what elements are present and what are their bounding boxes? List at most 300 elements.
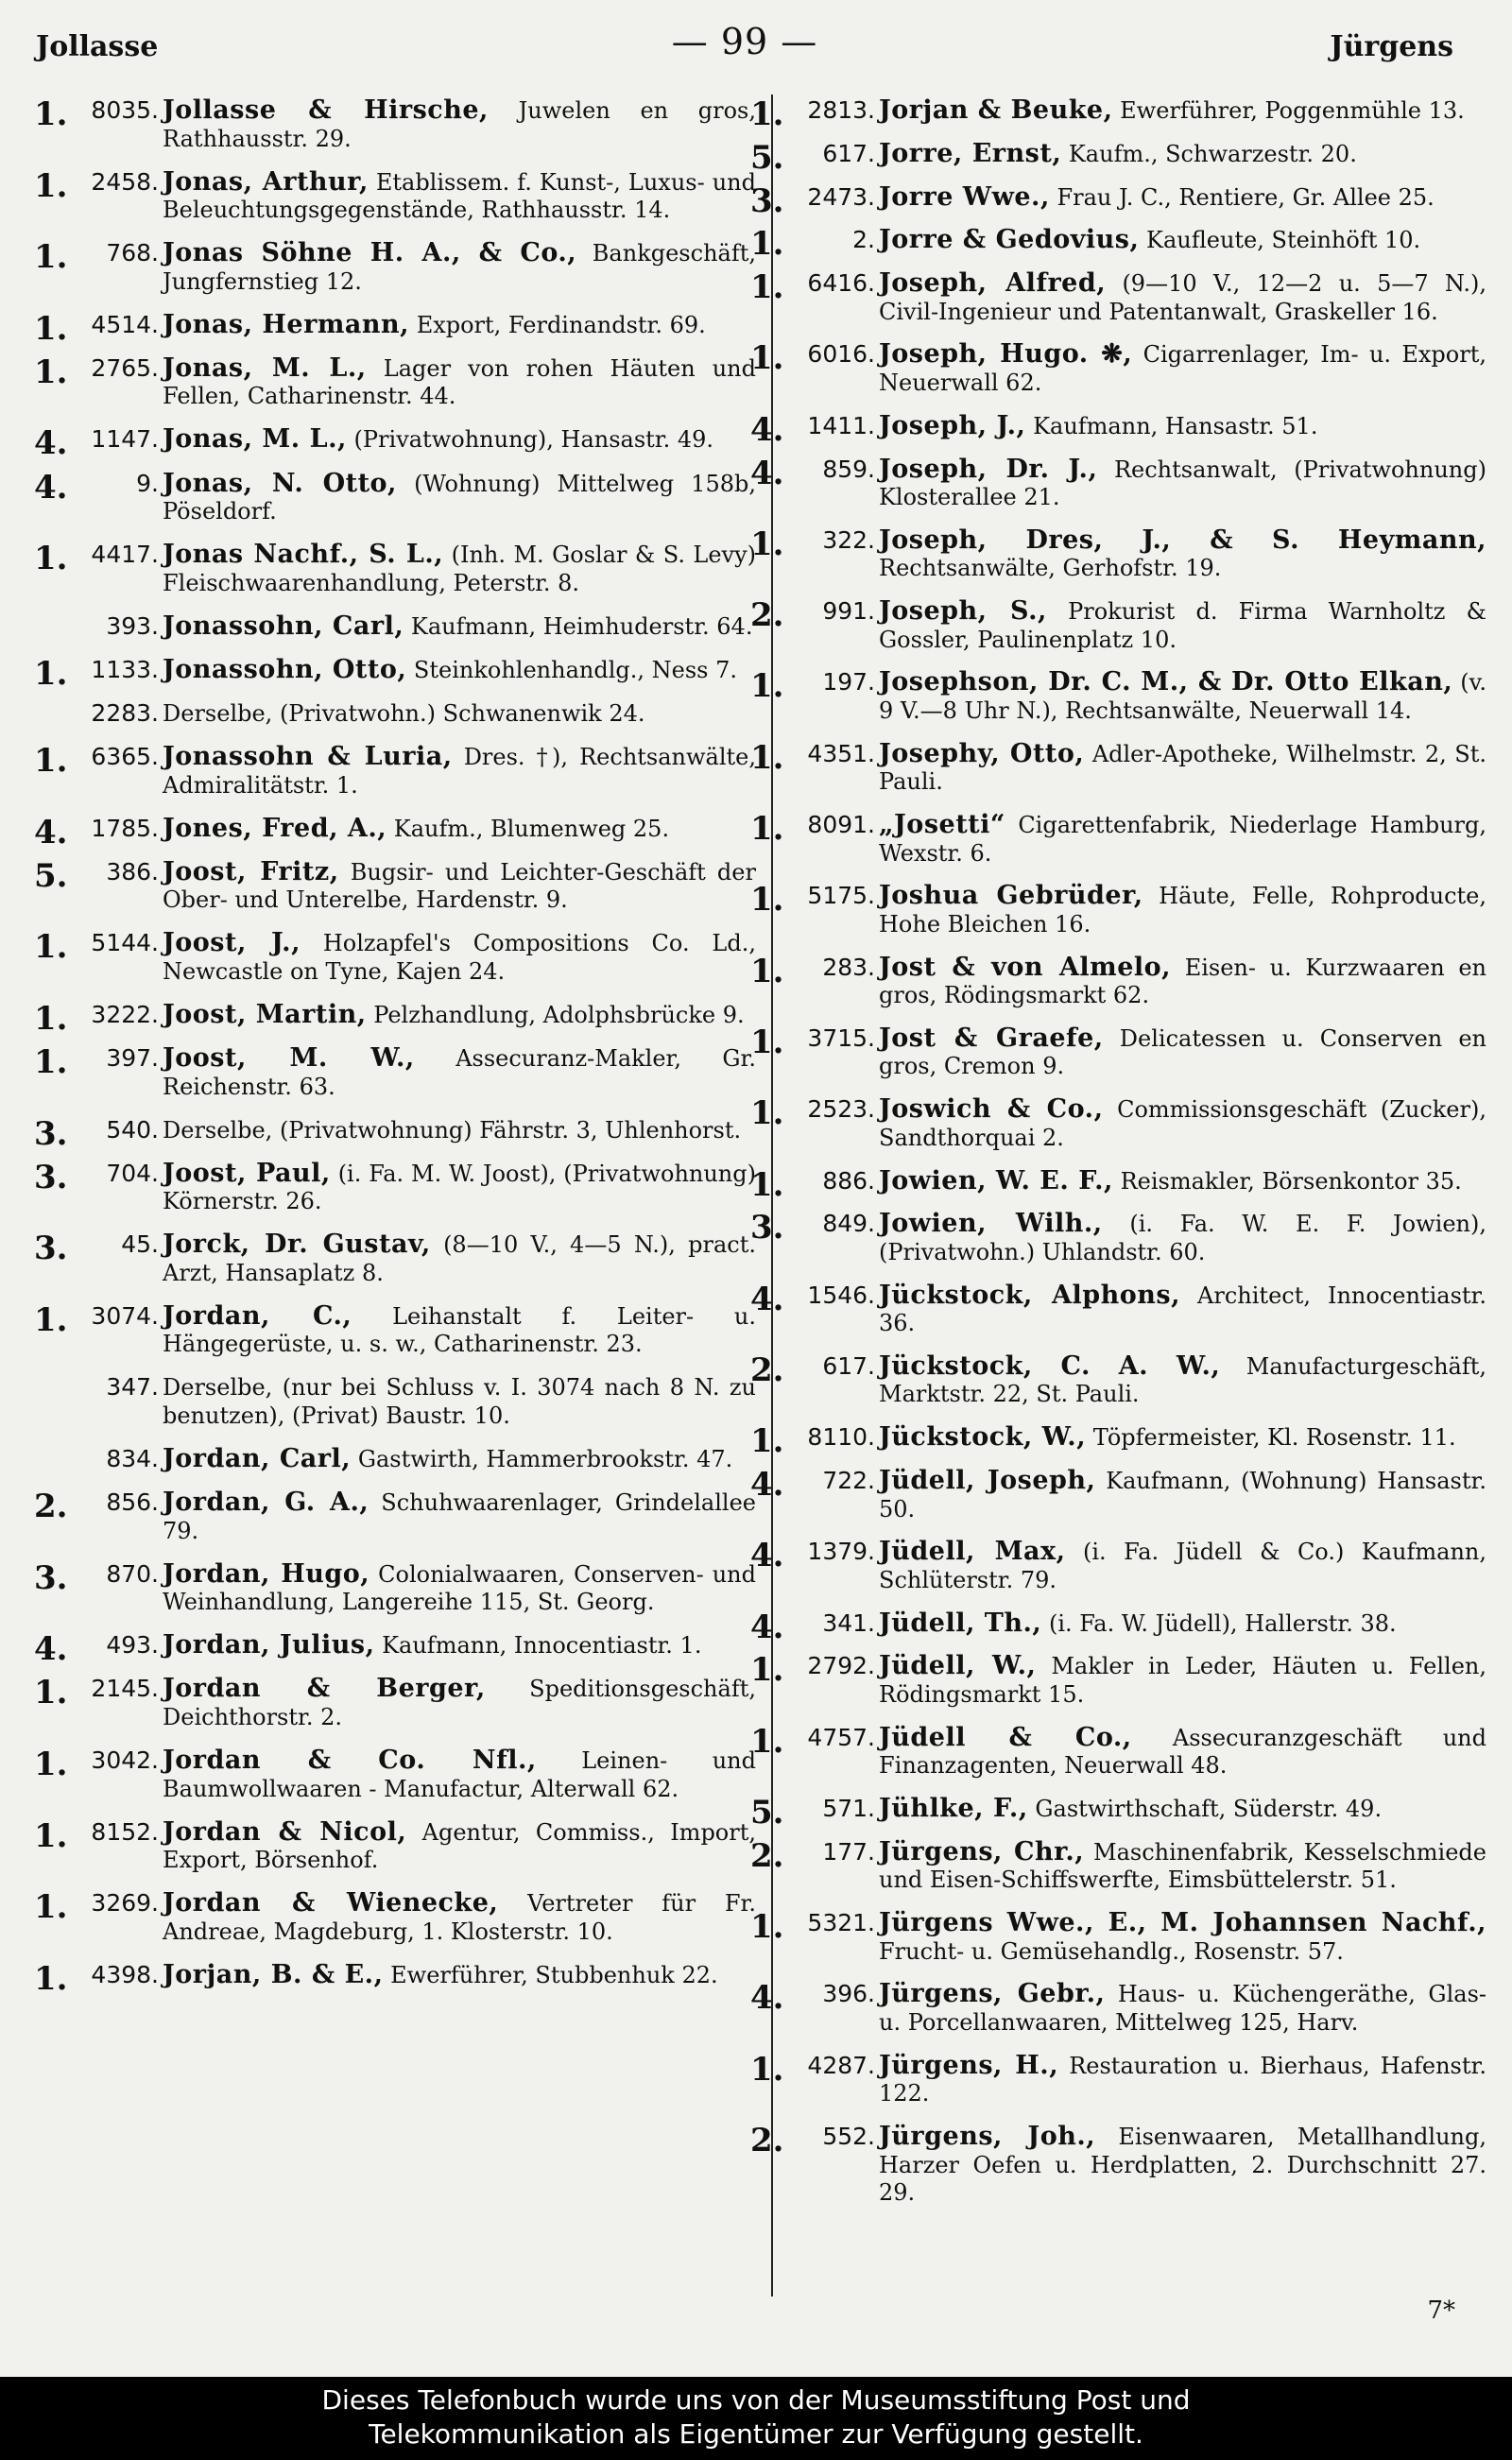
subscriber-details: Restauration u. Bierhaus, Hafenstr. 122. (879, 2052, 1486, 2107)
subscriber-name: Jürgens, Joh., (879, 2122, 1096, 2151)
phone-number: 870. (106, 1559, 159, 1588)
subscriber-details: Holzapfel's Compositions Co. Ld., Newcastle on Tyne, Kajen 24. (163, 930, 756, 985)
subscriber-name: Jorjan, B. & E., (163, 1959, 384, 1989)
subscriber-details: Töpfermeister, Kl. Rosenstr. 11. (1092, 1424, 1456, 1452)
directory-entry (28, 1746, 756, 1803)
subscriber-details: Häute, Felle, Rohproducte, Hohe Bleichen 16. (879, 883, 1486, 938)
entry-body (879, 597, 1486, 654)
directory-entry (745, 597, 1486, 654)
entry-body (879, 1024, 1486, 1081)
subscriber-details: Commissionsgeschäft (Zucker), Sandthorquai 2. (879, 1096, 1486, 1151)
exchange-number: 1. (34, 540, 68, 578)
subscriber-name: Jordan, G. A., (163, 1488, 369, 1518)
phone-number: 8110. (807, 1423, 875, 1452)
phone-number: 5321. (807, 1909, 875, 1937)
exchange-number: 3. (34, 1114, 68, 1153)
entry-body (879, 1909, 1486, 1966)
subscriber-name: Jonassohn, Otto, (163, 654, 407, 684)
subscriber-details: Assecuranzgeschäft und Finanzagenten, Neuerwall 48. (879, 1724, 1486, 1780)
subscriber-name: Joseph, Dres, J., & S. Heymann, (879, 525, 1486, 555)
directory-entry (745, 1165, 1486, 1204)
phone-number: 552. (822, 2123, 875, 2150)
subscriber-name: Jordan & Nicol, (163, 1816, 407, 1847)
subscriber-details: Bankgeschäft, Jungfernstieg 12. (163, 240, 756, 295)
subscriber-name: Jonas Söhne H. A., & Co., (163, 238, 577, 268)
subscriber-name: Jüdell, Th., (879, 1608, 1042, 1638)
directory-entry (745, 1652, 1486, 1709)
subscriber-details: (9—10 V., 12—2 u. 5—7 N.), Civil-Ingenieur und Patentanwalt, Graskeller 16. (879, 270, 1486, 325)
subscriber-details: Kaufmann, Hansastr. 51. (1033, 412, 1318, 439)
phone-number: 6016. (807, 340, 875, 369)
subscriber-name: Jonas, Arthur, (163, 166, 369, 197)
subscriber-details: Assecuranz-Makler, Gr. Reichenstr. 63. (163, 1045, 757, 1100)
subscriber-name: Jückstock, C. A. W., (879, 1350, 1221, 1381)
subscriber-name: Jost & Graefe, (879, 1023, 1104, 1053)
entry-body (879, 269, 1486, 326)
subscriber-name: Joswich & Co., (879, 1094, 1104, 1125)
entry-body (879, 740, 1486, 797)
subscriber-details: Ewerführer, Stubbenhuk 22. (390, 1961, 718, 1988)
directory-entry (28, 1675, 756, 1731)
phone-number: 3715. (807, 1024, 875, 1052)
exchange-number: 1. (34, 928, 68, 967)
phone-number: 4351. (807, 739, 875, 767)
subscriber-name: Jückstock, Alphons, (879, 1280, 1181, 1310)
subscriber-name: Jost & von Almelo, (879, 952, 1172, 982)
subscriber-details: (i. Fa. Jüdell & Co.) Kaufmann, Schlüterstr. 79. (879, 1539, 1487, 1593)
subscriber-details: (i. Fa. W. Jüdell), Hallerstr. 38. (1048, 1609, 1397, 1637)
directory-entry (745, 410, 1486, 449)
entry-body (163, 1488, 756, 1545)
exchange-number: 1. (750, 2050, 784, 2089)
directory-entry (745, 1282, 1486, 1338)
subscriber-name: Jorjan & Beuke, (879, 95, 1113, 125)
subscriber-details: (i. Fa. M. W. Joost), (Privatwohnung) Körnerstr. 26. (163, 1160, 756, 1215)
subscriber-details: Kaufleute, Steinhöft 10. (1146, 227, 1421, 254)
directory-entry (28, 354, 756, 411)
subscriber-name: Jordan, Julius, (163, 1630, 375, 1660)
exchange-number: 1. (750, 881, 784, 920)
subscriber-name: Jonas, M. L., (163, 424, 347, 455)
directory-entry (28, 1488, 756, 1545)
phone-number: 1133. (91, 655, 159, 683)
phone-number: 8091. (807, 811, 875, 839)
exchange-number: 3. (750, 181, 784, 220)
phone-number: 3269. (91, 1889, 159, 1918)
exchange-number: 4. (34, 1630, 68, 1669)
phone-number: 2. (852, 226, 875, 254)
exchange-number: 1. (34, 353, 68, 391)
entry-body (163, 1160, 756, 1216)
entry-body (879, 140, 1486, 169)
directory-entry (745, 2123, 1486, 2208)
exchange-number: 4. (750, 1280, 784, 1318)
entry-body (879, 183, 1486, 213)
directory-entry (28, 858, 756, 915)
exchange-number: 1. (34, 1816, 68, 1855)
subscriber-name: Josephson, Dr. C. M., & Dr. Otto Elkan, (879, 667, 1453, 697)
subscriber-name: „Josetti“ (879, 810, 1005, 840)
entry-body (879, 1724, 1486, 1780)
subscriber-details: Leinen- und Baumwollwaaren - Manufactur, Alterwall 62. (163, 1747, 756, 1802)
exchange-number: 1. (750, 667, 784, 706)
entry-body (163, 656, 756, 685)
entry-body (163, 470, 756, 526)
subscriber-name: Jordan & Berger, (163, 1674, 486, 1704)
directory-entry (745, 1909, 1486, 1966)
directory-entry (745, 1980, 1486, 2037)
entry-body (879, 1980, 1486, 2037)
subscriber-name: Joseph, Hugo. ❋, (879, 339, 1133, 370)
subscriber-name: Joseph, Dr. J., (879, 454, 1098, 484)
exchange-number: 1. (34, 238, 68, 277)
exchange-number: 2. (750, 2122, 784, 2159)
subscriber-name: Jonassohn & Luria, (163, 742, 453, 772)
phone-number: 4417. (91, 541, 159, 569)
directory-entry (28, 699, 756, 729)
page-header (36, 21, 1453, 77)
subscriber-name: Jollasse & Hirsche, (163, 95, 489, 125)
entry-body (879, 1352, 1486, 1409)
directory-entry (28, 96, 756, 153)
subscriber-details: Frau J. C., Rentiere, Gr. Allee 25. (1057, 183, 1435, 211)
entry-body (879, 1210, 1486, 1266)
entry-body (163, 96, 756, 153)
subscriber-details: Haus- u. Küchengeräthe, Glas- u. Porcellanwaaren, Mittelweg 125, Harv. (879, 1981, 1486, 2036)
subscriber-details: Eisen- u. Kurzwaaren en gros, Rödingsmarkt 62. (879, 954, 1486, 1009)
phone-number: 2283. (91, 698, 159, 727)
directory-entry (28, 1445, 756, 1474)
subscriber-name: Joost, Paul, (163, 1158, 331, 1188)
subscriber-details: Colonialwaaren, Conserven- und Weinhandlung, Langereihe 115, St. Georg. (163, 1560, 756, 1616)
exchange-number: 4. (750, 454, 784, 492)
exchange-number: 4. (750, 1608, 784, 1646)
exchange-number: 1. (750, 1722, 784, 1761)
exchange-number: 1. (34, 1746, 68, 1784)
directory-entry (745, 1352, 1486, 1409)
phone-number: 722. (822, 1467, 875, 1495)
entry-body (163, 1560, 756, 1617)
exchange-number: 3. (750, 1209, 784, 1247)
exchange-number: 2. (750, 596, 784, 635)
directory-entry (745, 1608, 1486, 1646)
entry-body (163, 239, 756, 296)
directory-entry (745, 1422, 1486, 1461)
phone-number: 2813. (807, 96, 875, 124)
phone-number: 283. (822, 953, 875, 981)
entry-body (879, 1282, 1486, 1338)
entry-body (879, 2123, 1486, 2208)
subscriber-name: Joost, Martin, (163, 999, 367, 1029)
exchange-number: 5. (750, 138, 784, 177)
directory-entry (745, 740, 1486, 797)
phone-number: 849. (822, 1210, 875, 1238)
directory-entry (28, 612, 756, 642)
directory-entry (28, 309, 756, 348)
subscriber-name: Jones, Fred, A., (163, 813, 387, 843)
subscriber-name: Jordan, C., (163, 1300, 352, 1331)
subscriber-details: (Wohnung) Mittelweg 158b, Pöseldorf. (163, 470, 756, 525)
entry-body (879, 1609, 1486, 1639)
subscriber-name: Jürgens, H., (879, 2050, 1059, 2080)
subscriber-details: Derselbe, (nur bei Schluss v. I. 3074 nach 8 N. zu benutzen), (Privat) Baustr. 10. (163, 1374, 756, 1429)
entry-body (163, 1302, 756, 1359)
subscriber-details: Agentur, Commiss., Import, Export, Börsenhof. (163, 1818, 756, 1874)
phone-number: 45. (121, 1230, 159, 1259)
directory-entry (745, 1467, 1486, 1523)
directory-entry (745, 1024, 1486, 1081)
phone-number: 393. (106, 611, 159, 640)
exchange-number: 1. (750, 1651, 784, 1690)
subscriber-name: Joseph, J., (879, 410, 1026, 440)
subscriber-name: Jüdell, W., (879, 1651, 1037, 1681)
entry-body (879, 96, 1486, 126)
subscriber-name: Jüdell, Joseph, (879, 1466, 1096, 1496)
exchange-number: 4. (750, 1979, 784, 2018)
exchange-number: 4. (750, 410, 784, 449)
phone-number: 886. (822, 1166, 875, 1195)
exchange-number: 1. (750, 1094, 784, 1133)
subscriber-details: Kaufmann, Heimhuderstr. 64. (410, 612, 753, 640)
entry-body (879, 456, 1486, 512)
phone-number: 8152. (91, 1817, 159, 1846)
subscriber-details: Vertreter für Fr. Andreae, Magdeburg, 1. Klosterstr. 10. (163, 1890, 756, 1945)
subscriber-details: Kaufm., Blumenweg 25. (393, 815, 670, 842)
exchange-number: 4. (34, 468, 68, 507)
phone-number: 4287. (807, 2051, 875, 2079)
directory-entry (28, 1044, 756, 1101)
subscriber-details: Kaufm., Schwarzestr. 20. (1068, 140, 1357, 167)
subscriber-name: Jonas Nachf., S. L., (163, 540, 444, 570)
exchange-number: 2. (750, 1350, 784, 1389)
phone-number: 197. (822, 668, 875, 697)
phone-number: 6416. (807, 269, 875, 298)
subscriber-details: Rechtsanwälte, Gerhofstr. 19. (879, 555, 1222, 582)
subscriber-name: Jürgens, Chr., (879, 1836, 1085, 1867)
directory-entry (28, 1959, 756, 1998)
exchange-number: 1. (34, 95, 68, 133)
entry-body (879, 668, 1486, 725)
subscriber-name: Jowien, Wilh., (879, 1209, 1103, 1239)
directory-entry (28, 239, 756, 296)
exchange-number: 2. (750, 1836, 784, 1875)
exchange-number: 1. (34, 999, 68, 1038)
exchange-number: 1. (750, 339, 784, 378)
subscriber-name: Jordan, Carl, (163, 1444, 352, 1474)
phone-number: 4398. (91, 1960, 159, 1988)
directory-entry (745, 225, 1486, 264)
phone-number: 571. (822, 1795, 875, 1823)
subscriber-details: Gastwirth, Hammerbrookstr. 47. (357, 1446, 733, 1473)
entry-body (879, 1467, 1486, 1523)
exchange-number: 1. (750, 1023, 784, 1061)
entry-body (163, 815, 756, 844)
phone-number: 1546. (807, 1281, 875, 1309)
phone-number: 4514. (91, 310, 159, 338)
subscriber-details: Dres. †), Rechtsanwälte, Admiralitätstr. 1. (163, 744, 757, 799)
exchange-number: 1. (34, 1300, 68, 1339)
exchange-number: 1. (750, 1908, 784, 1947)
subscriber-details: Cigarettenfabrik, Niederlage Hamburg, Wexstr. 6. (879, 812, 1486, 867)
exchange-number: 5. (34, 856, 68, 895)
directory-entry (28, 743, 756, 800)
phone-number: 397. (106, 1044, 159, 1072)
directory-entry (28, 1818, 756, 1875)
exchange-number: 3. (34, 1230, 68, 1268)
entry-body (879, 2052, 1486, 2108)
exchange-number: 1. (34, 1888, 68, 1927)
subscriber-name: Jonassohn, Carl, (163, 611, 404, 641)
exchange-number: 5. (750, 1794, 784, 1832)
footer-line-2: Telekommunikation als Eigentümer zur Verfügung gestellt. (369, 2418, 1143, 2450)
footer-line-1: Dieses Telefonbuch wurde uns von der Museumsstiftung Post und (321, 2384, 1191, 2416)
subscriber-details: Etablissem. f. Kunst-, Luxus- und Beleuchtungsgegenstände, Rathhausstr. 14. (163, 168, 756, 224)
phone-number: 859. (822, 455, 875, 483)
header-page-number: — 99 — (671, 21, 818, 62)
subscriber-details: Prokurist d. Firma Warnholtz & Gossler, Paulinenplatz 10. (879, 598, 1486, 653)
directory-entry (745, 811, 1486, 868)
subscriber-name: Jühlke, F., (879, 1794, 1028, 1824)
entry-body (163, 1373, 756, 1430)
subscriber-details: Adler-Apotheke, Wilhelmstr. 2, St. Pauli. (879, 740, 1486, 796)
subscriber-details: Architect, Innocentiastr. 36. (879, 1282, 1486, 1337)
entry-body (879, 1652, 1486, 1709)
exchange-number: 1. (750, 738, 784, 777)
phone-number: 3042. (91, 1746, 159, 1775)
header-right-keyword: Jürgens (1330, 30, 1453, 63)
entry-body (879, 1838, 1486, 1895)
phone-number: 1379. (807, 1538, 875, 1566)
subscriber-name: Jüdell & Co., (879, 1722, 1132, 1752)
entry-body (163, 1230, 756, 1287)
subscriber-name: Jorre, Ernst, (879, 138, 1062, 168)
directory-entry (745, 954, 1486, 1010)
entry-body (879, 526, 1486, 583)
phone-number: 396. (822, 1980, 875, 2008)
phone-number: 2792. (807, 1652, 875, 1680)
entry-body (163, 1001, 756, 1030)
subscriber-name: Josephy, Otto, (879, 738, 1085, 768)
subscriber-details: Schuhwaarenlager, Grindelallee 79. (163, 1489, 756, 1544)
subscriber-details: Kaufmann, (Wohnung) Hansastr. 50. (879, 1468, 1486, 1522)
footer-notice (0, 2377, 1512, 2460)
directory-entry (745, 456, 1486, 512)
phone-number: 2145. (91, 1675, 159, 1703)
entry-body (163, 1889, 756, 1946)
page-signature: 7* (1427, 2297, 1455, 2325)
directory-entry (745, 138, 1486, 177)
exchange-number: 3. (34, 1558, 68, 1597)
exchange-number: 4. (34, 813, 68, 852)
phone-number: 2765. (91, 353, 159, 382)
right-column (745, 96, 1486, 2222)
directory-entry (28, 999, 756, 1038)
phone-number: 540. (106, 1115, 159, 1144)
subscriber-name: Jorck, Dr. Gustav, (163, 1230, 431, 1260)
subscriber-details: (i. Fa. W. E. F. Jowien), (Privatwohn.) Uhlandstr. 60. (879, 1211, 1486, 1265)
directory-entry (28, 1630, 756, 1669)
exchange-number: 1. (750, 810, 784, 849)
directory-entry (28, 813, 756, 852)
entry-body (163, 1746, 756, 1803)
entry-body (163, 168, 756, 225)
left-column (28, 96, 756, 2004)
directory-entry (28, 654, 756, 693)
directory-entry (745, 95, 1486, 133)
entry-body (163, 1675, 756, 1731)
subscriber-details: Derselbe, (Privatwohn.) Schwanenwik 24. (163, 699, 645, 727)
entry-body (163, 1044, 756, 1101)
exchange-number: 1. (750, 268, 784, 307)
exchange-number: 1. (34, 654, 68, 693)
exchange-number: 1. (750, 525, 784, 563)
entry-body (163, 929, 756, 986)
subscriber-details: Gastwirthschaft, Süderstr. 49. (1035, 1796, 1383, 1823)
subscriber-details: Makler in Leder, Häuten u. Fellen, Rödingsmarkt 15. (879, 1653, 1486, 1708)
subscriber-name: Jürgens, Gebr., (879, 1979, 1106, 2009)
subscriber-details: Bugsir- und Leichter-Geschäft der Ober- und Unterelbe, Hardenstr. 9. (163, 858, 756, 914)
phone-number: 2473. (807, 182, 875, 211)
entry-body (163, 699, 756, 729)
subscriber-details: Leihanstalt f. Leiter- u. Hängegerüste, u. s. w., Catharinenstr. 23. (163, 1302, 756, 1358)
directory-entry (745, 2052, 1486, 2108)
subscriber-name: Jorre & Gedovius, (879, 225, 1140, 255)
subscriber-details: Eisenwaaren, Metallhandlung, Harzer Oefen u. Herdplatten, 2. Durchschnitt 27. 29. (879, 2124, 1486, 2206)
phone-number: 341. (822, 1608, 875, 1637)
phone-number: 3074. (91, 1301, 159, 1330)
subscriber-details: Juwelen en gros, Rathhausstr. 29. (163, 97, 756, 152)
subscriber-name: Jordan & Wienecke, (163, 1888, 499, 1918)
exchange-number: 1. (750, 95, 784, 133)
entry-body (879, 1795, 1486, 1824)
subscriber-name: Jonas, M. L., (163, 353, 367, 383)
subscriber-details: Kaufmann, Innocentiastr. 1. (382, 1632, 702, 1660)
phone-number: 617. (822, 139, 875, 167)
entry-body (163, 1116, 756, 1145)
subscriber-details: (Inh. M. Goslar & S. Levy) Fleischwaarenhandlung, Peterstr. 8. (163, 542, 757, 596)
exchange-number: 1. (750, 952, 784, 990)
exchange-number: 4. (750, 1466, 784, 1505)
subscriber-details: Reismakler, Börsenkontor 35. (1120, 1167, 1462, 1195)
exchange-number: 1. (750, 1165, 784, 1204)
phone-number: 834. (106, 1445, 159, 1473)
entry-body (879, 1423, 1486, 1453)
entry-body (163, 541, 756, 597)
subscriber-name: Joost, Fritz, (163, 856, 339, 886)
directory-entry (28, 1114, 756, 1153)
entry-body (879, 811, 1486, 868)
entry-body (163, 612, 756, 642)
subscriber-details: Pelzhandlung, Adolphsbrücke 9. (373, 1001, 745, 1028)
subscriber-details: Lager von rohen Häuten und Fellen, Catharinenstr. 44. (163, 354, 756, 410)
directory-entry (745, 340, 1486, 397)
exchange-number: 2. (34, 1488, 68, 1526)
subscriber-details: Steinkohlenhandlg., Ness 7. (413, 656, 737, 683)
exchange-number: 1. (34, 1043, 68, 1081)
directory-entry (28, 168, 756, 225)
phone-number: 347. (106, 1373, 159, 1402)
entry-body (879, 1538, 1486, 1594)
phone-number: 5175. (807, 882, 875, 910)
subscriber-name: Jüdell, Max, (879, 1537, 1066, 1567)
subscriber-name: Jordan, Hugo, (163, 1558, 370, 1589)
directory-entry (745, 526, 1486, 583)
subscriber-name: Jürgens Wwe., E., M. Johannsen Nachf., (879, 1908, 1486, 1938)
subscriber-name: Jorre Wwe., (879, 181, 1050, 212)
subscriber-name: Jordan & Co. Nfl., (163, 1746, 537, 1776)
subscriber-name: Joseph, Alfred, (879, 268, 1107, 299)
phone-number: 1411. (807, 411, 875, 439)
